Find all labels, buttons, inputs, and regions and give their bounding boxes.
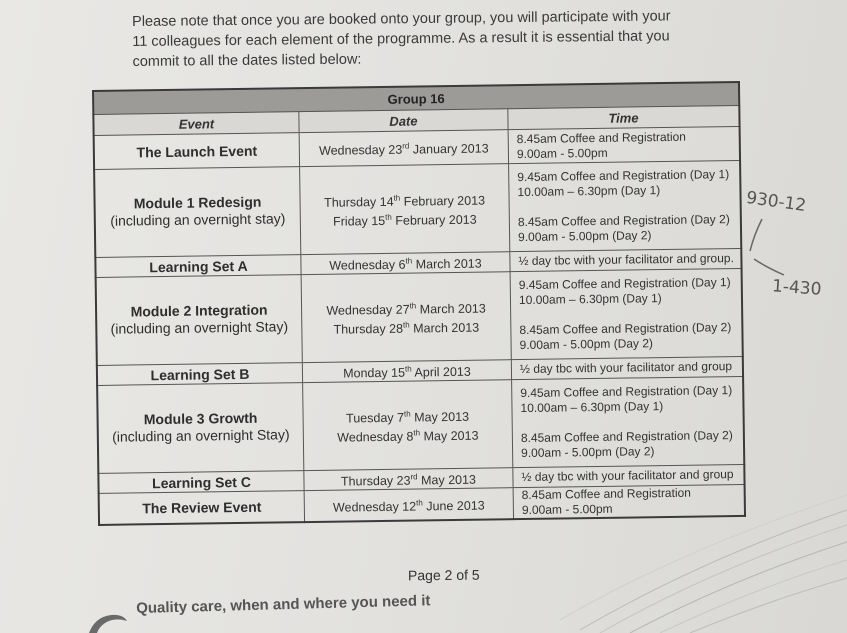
time-line: 9.00am - 5.00pm	[516, 145, 608, 161]
date-cell	[303, 380, 513, 471]
time-line: 9.45am Coffee and Registration (Day 1)	[520, 383, 733, 401]
date-cell	[304, 488, 513, 522]
time-cell	[509, 160, 742, 251]
time-line: ½ day tbc with your facilitator and group	[521, 467, 734, 485]
event-cell	[97, 383, 304, 474]
date-text: Friday 15th February 2013	[332, 212, 477, 229]
handwritten-bracket-mark	[748, 215, 788, 285]
handwritten-note: 930-12	[744, 187, 808, 217]
intro-line: commit to all the dates listed below:	[132, 51, 362, 70]
event-name: Learning Set C	[151, 473, 251, 492]
time-cell	[508, 126, 740, 163]
event-name: The Review Event	[142, 499, 262, 517]
event-cell	[96, 275, 303, 366]
event-subtitle: (including an overnight Stay)	[110, 318, 289, 337]
event-name: The Launch Event	[136, 142, 258, 160]
time-line: 10.00am – 6.30pm (Day 1)	[517, 183, 661, 200]
time-line: 10.00am – 6.30pm (Day 1)	[520, 399, 664, 416]
time-cell	[510, 269, 743, 360]
event-name: Module 3 Growth	[143, 410, 258, 428]
table-row	[97, 377, 744, 474]
date-cell	[301, 272, 511, 363]
logo-swoosh-icon	[85, 611, 129, 633]
time-line: 8.45am Coffee and Registration	[521, 486, 692, 503]
time-column-header: Time	[508, 105, 740, 129]
date-text: Wednesday 27th March 2013	[326, 300, 486, 318]
decorative-swirl-graphic	[560, 470, 847, 633]
event-subtitle: (including an overnight Stay)	[112, 426, 290, 446]
event-name: Module 1 Redesign	[133, 193, 262, 212]
page-number: Page 2 of 5	[407, 566, 480, 584]
event-subtitle: (including an overnight stay)	[110, 210, 286, 229]
intro-line: Please note that once you are booked onto your group, you will participate with your	[132, 8, 671, 30]
event-column-header: Event	[93, 112, 299, 136]
date-text: Wednesday 8th May 2013	[337, 428, 479, 445]
event-name: Learning Set B	[150, 365, 250, 383]
event-cell	[99, 491, 305, 525]
event-name: Module 2 Integration	[130, 301, 268, 320]
date-cell	[301, 252, 510, 275]
date-text: Wednesday 6th March 2013	[329, 256, 482, 273]
handwritten-note: 1-430	[771, 276, 823, 300]
time-line: 10.00am – 6.30pm (Day 1)	[518, 291, 662, 308]
date-text: Wednesday 23rd January 2013	[319, 141, 489, 158]
date-text: Thursday 28th March 2013	[333, 320, 480, 337]
time-line: 9.00am - 5.00pm (Day 2)	[519, 336, 654, 353]
date-text: Thursday 14th February 2013	[324, 193, 486, 210]
event-cell	[95, 255, 301, 278]
time-line: ½ day tbc with your facilitator and group	[519, 359, 733, 377]
time-line: 9.45am Coffee and Registration (Day 1)	[518, 275, 731, 293]
group-title: Group 16	[93, 82, 739, 115]
table-row	[94, 160, 741, 257]
time-line: 8.45am Coffee and Registration (Day 2)	[519, 320, 732, 338]
time-line: 9.00am - 5.00pm (Day 2)	[521, 444, 655, 461]
date-text: Wednesday 12th June 2013	[332, 498, 485, 515]
event-cell	[94, 167, 301, 258]
intro-line: 11 colleagues for each element of the programme. As a result it is essential that you	[132, 28, 670, 50]
time-line: 9.45am Coffee and Registration (Day 1)	[517, 167, 730, 185]
date-column-header: Date	[299, 109, 508, 133]
schedule-table-wrapper	[92, 81, 746, 526]
table-row	[96, 269, 743, 366]
date-text: Thursday 23rd May 2013	[340, 472, 477, 490]
date-cell	[300, 164, 510, 255]
date-cell	[299, 130, 508, 167]
footer-slogan: Quality care, when and where you need it	[136, 592, 431, 617]
event-cell	[98, 471, 304, 494]
date-text: Monday 15th April 2013	[343, 364, 471, 381]
event-name: Learning Set A	[149, 257, 248, 275]
time-line: 8.45am Coffee and Registration (Day 2)	[520, 428, 733, 446]
time-line: 9.00am - 5.00pm (Day 2)	[517, 228, 652, 245]
date-text: Tuesday 7th May 2013	[346, 409, 470, 426]
time-line: 9.00am - 5.00pm	[521, 502, 613, 518]
event-cell	[94, 133, 300, 170]
time-line: 8.45am Coffee and Registration (Day 2)	[517, 212, 730, 230]
time-cell	[512, 377, 745, 468]
schedule-table	[92, 81, 746, 526]
time-line: 8.45am Coffee and Registration	[516, 129, 687, 146]
time-line: ½ day tbc with your facilitator and group.	[518, 251, 734, 269]
intro-paragraph	[132, 6, 733, 72]
event-cell	[97, 363, 303, 386]
